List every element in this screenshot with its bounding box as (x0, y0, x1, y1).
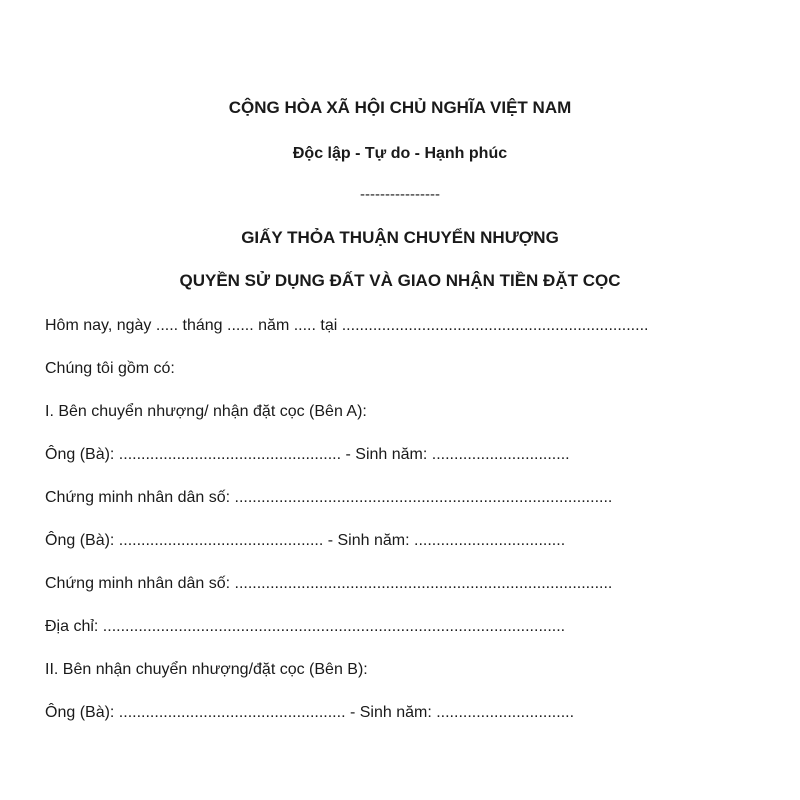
party-a-person-1: Ông (Bà): .................................................. - Sinh năm: ............................... (45, 446, 570, 463)
party-a-person-2: Ông (Bà): .............................................. - Sinh năm: .................................. (45, 532, 566, 549)
header-separator: ---------------- (360, 186, 440, 203)
motto-heading: Độc lập - Tự do - Hạnh phúc (292, 145, 508, 162)
date-line: Hôm nay, ngày ..... tháng ...... năm ..... tại ..................................................................... (45, 317, 649, 334)
parties-intro: Chúng tôi gồm có: (45, 360, 175, 377)
party-a-id-1: Chứng minh nhân dân số: ..................................................................................... (45, 489, 613, 506)
document-title-line-2: QUYỀN SỬ DỤNG ĐẤT VÀ GIAO NHẬN TIỀN ĐẶT CỌC (179, 271, 621, 290)
party-a-heading: I. Bên chuyển nhượng/ nhận đặt cọc (Bên A): (45, 403, 367, 420)
document-title-line-1: GIẤY THỎA THUẬN CHUYỂN NHƯỢNG (241, 228, 559, 247)
party-a-id-2: Chứng minh nhân dân số: ..................................................................................... (45, 575, 613, 592)
nation-heading: CỘNG HÒA XÃ HỘI CHỦ NGHĨA VIỆT NAM (228, 98, 572, 117)
party-b-heading: II. Bên nhận chuyển nhượng/đặt cọc (Bên B): (45, 661, 368, 678)
party-b-person-1: Ông (Bà): ................................................... - Sinh năm: ............................... (45, 704, 575, 721)
party-a-address: Địa chỉ: ........................................................................................................ (45, 618, 566, 635)
